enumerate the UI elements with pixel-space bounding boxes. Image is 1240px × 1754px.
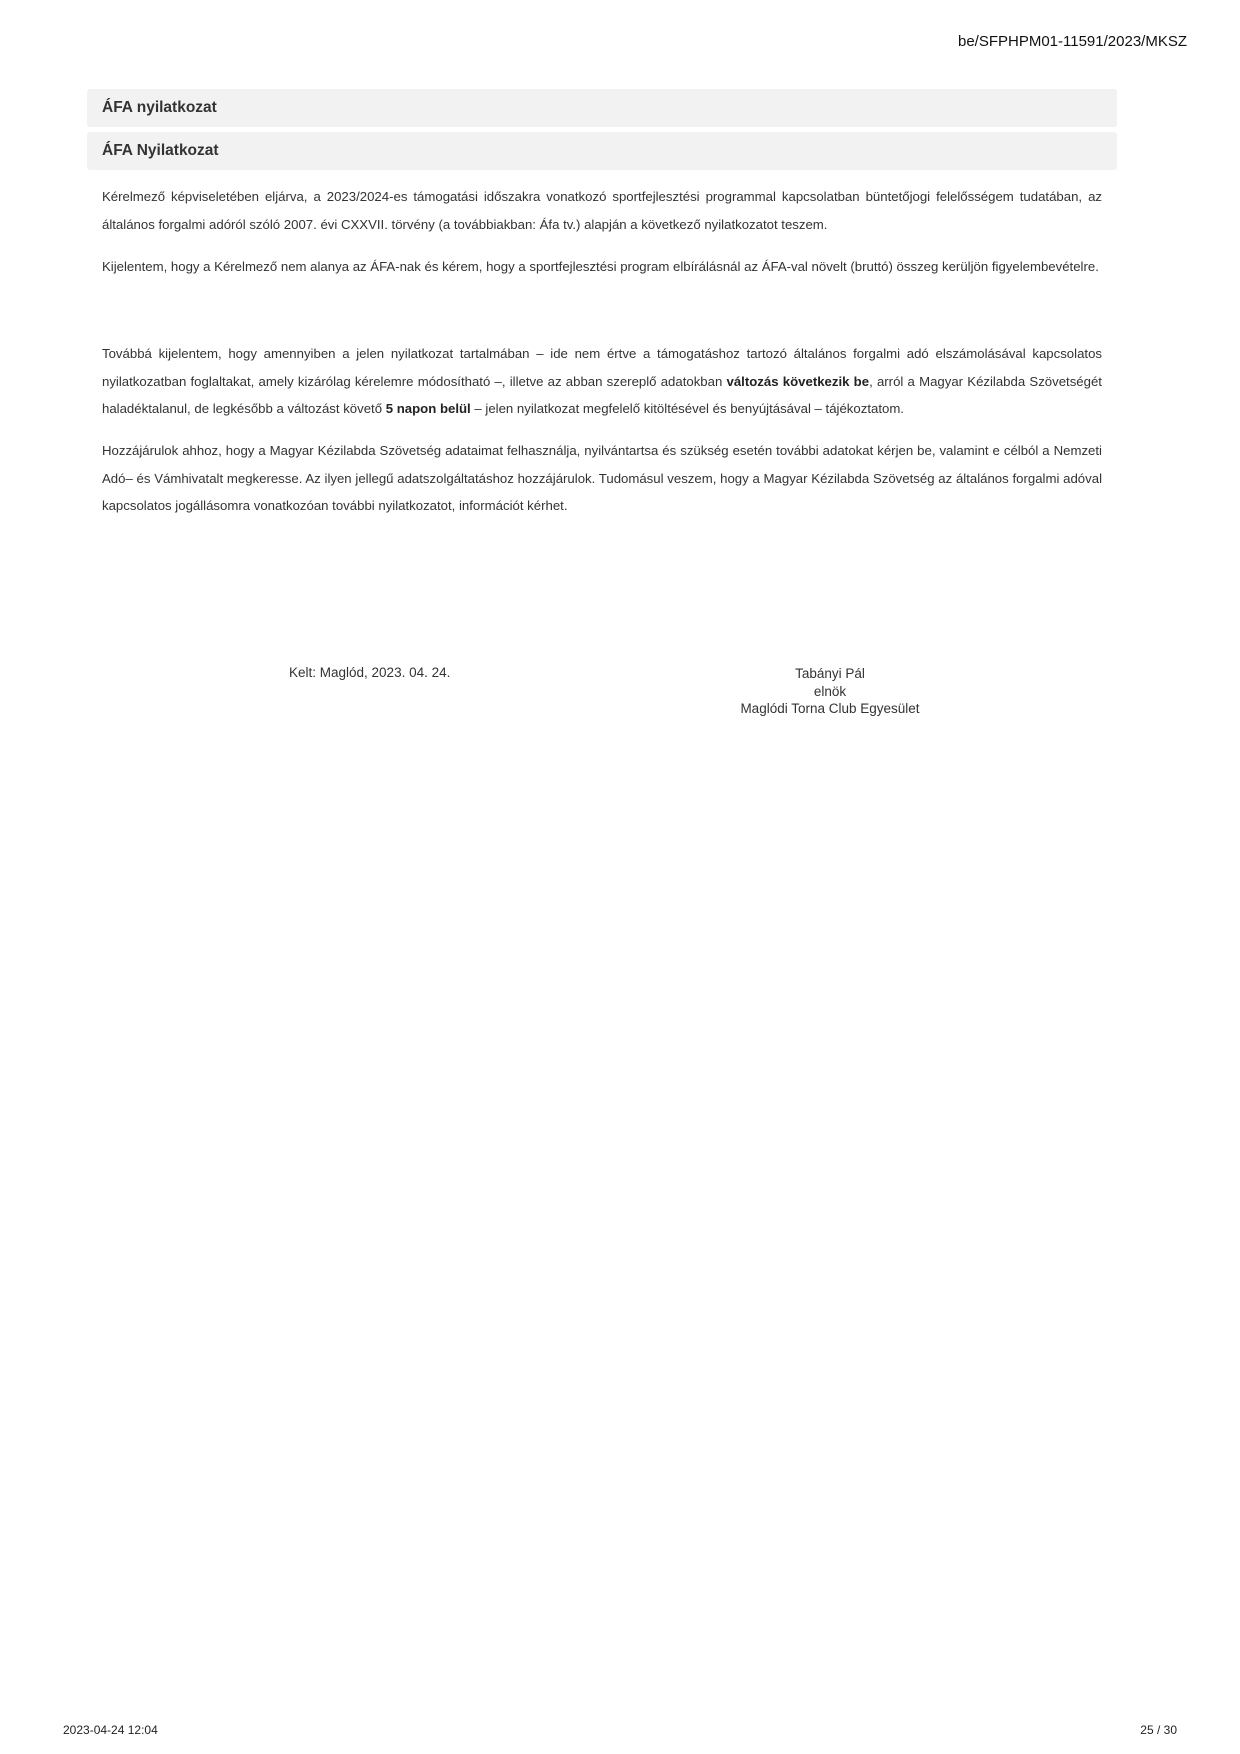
- emphasis-deadline: 5 napon belül: [385, 401, 471, 416]
- declaration-paragraph-2: [102, 253, 1102, 281]
- footer-timestamp: 2023-04-24 12:04: [63, 1723, 158, 1737]
- paragraph-text: Kijelentem, hogy a Kérelmező nem alanya az ÁFA-nak és kérem, hogy a sportfejlesztési program elbírálásnál az ÁFA-val növelt (bruttó) összeg kerüljön figyelembevételre.: [102, 259, 1099, 274]
- paragraph-text-part: – jelen nyilatkozat megfelelő kitöltésével és benyújtásával – tájékoztatom.: [470, 401, 904, 416]
- signature-block: [720, 665, 940, 718]
- place-and-date: Kelt: Maglód, 2023. 04. 24.: [289, 665, 451, 680]
- paragraph-text: [102, 340, 1102, 423]
- section-subtitle: ÁFA Nyilatkozat: [87, 132, 1117, 170]
- paragraph-text-part: , arról a Magyar Kézilabda Szövetségét haladéktalanul, de legkésőbb a változást követő: [102, 373, 1102, 416]
- paragraph-text-part: Továbbá kijelentem, hogy amennyiben a jelen nyilatkozat tartalmában – ide nem értve a támogatáshoz tartozó általános forgalmi adó elszámolásával kapcsolatos nyilatkozatban foglaltakat, amely kizárólag kérelemre módosítható –, illetve az abban szereplő adatokban: [102, 346, 1102, 389]
- signatory-organization: Maglódi Torna Club Egyesület: [740, 701, 920, 716]
- document-reference: be/SFPHPM01-11591/2023/MKSZ: [957, 33, 1187, 50]
- section-title: ÁFA nyilatkozat: [87, 89, 1117, 127]
- page-number: 25 / 30: [1140, 1723, 1177, 1737]
- paragraph-text: Hozzájárulok ahhoz, hogy a Magyar Kézilabda Szövetség adataimat felhasználja, nyilvántartsa és szükség esetén további adatokat kérjen be, valamint e célból a Nemzeti Adó– és Vámhivatalt megkeresse. Az ilyen jellegű adatszolgáltatáshoz hozzájárulok. Tudomásul veszem, hogy a Magyar Kézilabda Szövetség az általános forgalmi adóval kapcsolatos jogállásomra vonatkozóan további nyilatkozatot, információt kérhet.: [102, 443, 1102, 513]
- declaration-paragraph-4: [102, 437, 1102, 520]
- emphasis-change: változás következik be: [726, 373, 870, 389]
- paragraph-text: Kérelmező képviseletében eljárva, a 2023/2024-es támogatási időszakra vonatkozó sportfejlesztési programmal kapcsolatban büntetőjogi felelősségem tudatában, az általános forgalmi adóról szóló 2007. évi CXXVII. törvény (a továbbiakban: Áfa tv.) alapján a következő nyilatkozatot teszem.: [102, 189, 1102, 232]
- signatory-role: elnök: [813, 683, 847, 699]
- signatory-name: Tabányi Pál: [795, 666, 865, 681]
- declaration-paragraph-3: [102, 340, 1102, 423]
- declaration-paragraph-1: [102, 183, 1102, 238]
